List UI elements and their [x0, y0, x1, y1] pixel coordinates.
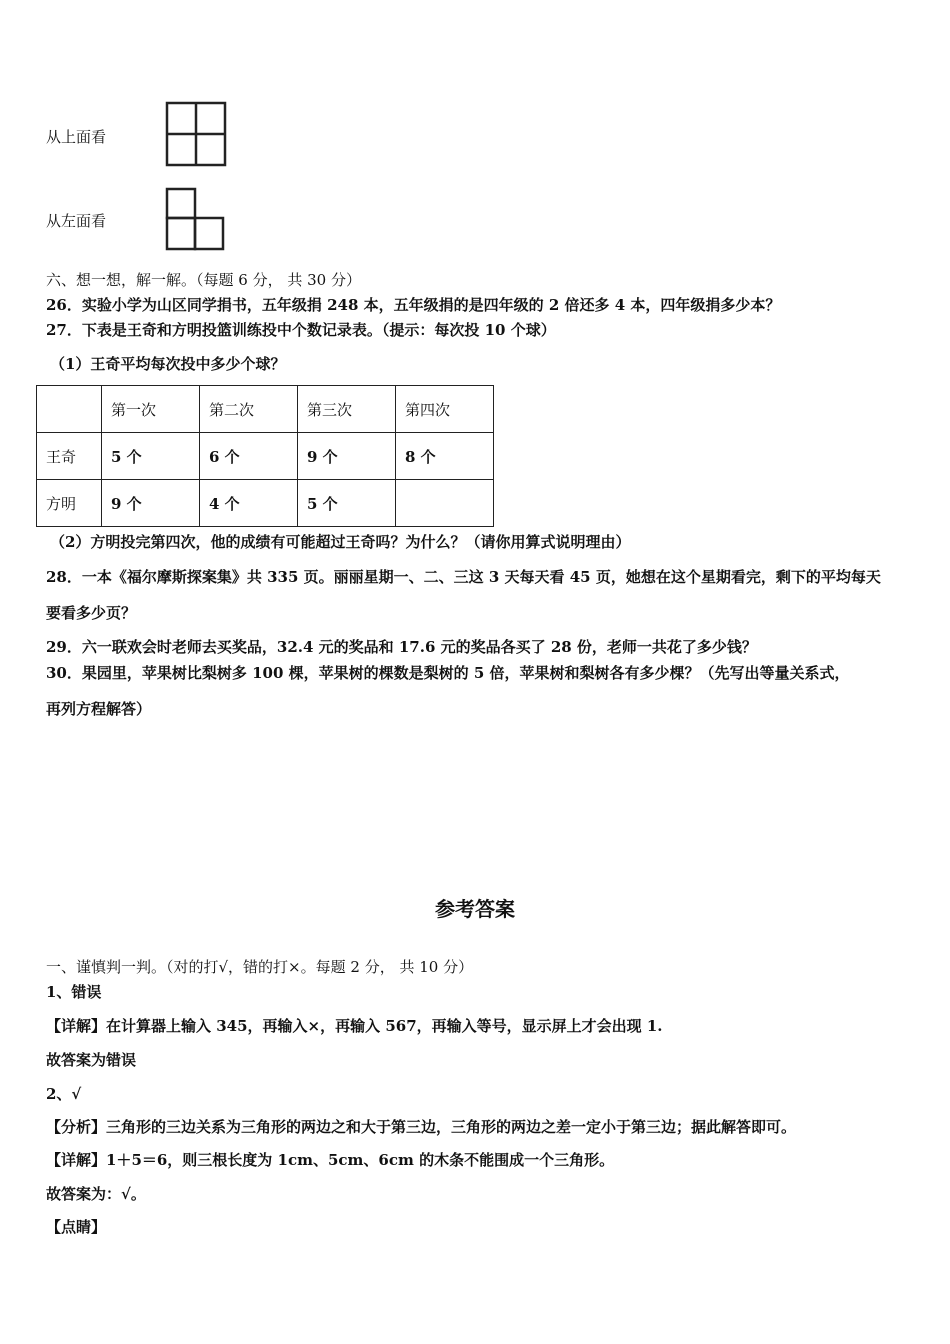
table-cell: 5 个 — [298, 480, 396, 527]
table-cell: 8 个 — [396, 433, 494, 480]
question-27-part1: （1）王奇平均每次投中多少个球？ — [50, 355, 286, 373]
question-28-line1: 28．一本《福尔摩斯探案集》共 335 页。丽丽星期一、二、三这 3 天每天看 45 页，她想在这个星期看完，剩下的平均每天 — [46, 568, 881, 586]
answer-1-conclusion: 故答案为错误 — [46, 1051, 137, 1069]
table-cell: 9 个 — [298, 433, 396, 480]
table-row-label: 方明 — [37, 480, 102, 527]
table-row-label: 王奇 — [37, 433, 102, 480]
question-28-line2: 要看多少页？ — [46, 604, 137, 622]
left-view-figure — [164, 186, 226, 252]
answer-2-comment: 【点睛】 — [46, 1218, 107, 1236]
answer-1: 1、错误 — [46, 983, 102, 1001]
answer-1-detail: 【详解】在计算器上输入 345，再输入×，再输入 567，再输入等号，显示屏上才会出现 1. — [46, 1017, 663, 1035]
answer-2-detail: 【详解】1＋5＝6，则三根长度为 1cm、5cm、6cm 的木条不能围成一个三角形。 — [46, 1151, 615, 1169]
table-cell — [396, 480, 494, 527]
answer-2-analysis: 【分析】三角形的三边关系为三角形的两边之和大于第三边，三角形的两边之差一定小于第三边；据此解答即可。 — [46, 1118, 797, 1136]
table-cell: 4 个 — [200, 480, 298, 527]
answer-2-conclusion: 故答案为：√。 — [46, 1185, 146, 1203]
top-view-label: 从上面看 — [46, 128, 107, 146]
top-view-figure — [164, 100, 228, 168]
table-cell: 9 个 — [102, 480, 200, 527]
answers-section1-header: 一、谨慎判一判。（对的打√，错的打×。每题 2 分， 共 10 分） — [46, 958, 474, 976]
shooting-record-table — [36, 385, 494, 527]
left-view-label: 从左面看 — [46, 212, 107, 230]
table-row — [37, 480, 494, 527]
question-29: 29．六一联欢会时老师去买奖品，32.4 元的奖品和 17.6 元的奖品各买了 28 份，老师一共花了多少钱？ — [46, 638, 757, 656]
table-header-cell: 第二次 — [200, 386, 298, 433]
table-header-cell — [37, 386, 102, 433]
table-header-cell: 第一次 — [102, 386, 200, 433]
table-cell: 6 个 — [200, 433, 298, 480]
answers-title: 参考答案 — [435, 897, 515, 921]
question-26: 26．实验小学为山区同学捐书，五年级捐 248 本，五年级捐的是四年级的 2 倍还多 4 本，四年级捐多少本？ — [46, 296, 781, 314]
table-header-row — [37, 386, 494, 433]
table-header-cell: 第三次 — [298, 386, 396, 433]
table-header-cell: 第四次 — [396, 386, 494, 433]
answer-2: 2、√ — [46, 1085, 82, 1103]
question-27-part2: （2）方明投完第四次，他的成绩有可能超过王奇吗？为什么？（请你用算式说明理由） — [50, 533, 631, 551]
section6-header: 六、想一想，解一解。（每题 6 分， 共 30 分） — [46, 271, 361, 289]
table-cell: 5 个 — [102, 433, 200, 480]
question-27: 27．下表是王奇和方明投篮训练投中个数记录表。（提示：每次投 10 个球） — [46, 321, 556, 339]
question-30-line1: 30．果园里，苹果树比梨树多 100 棵，苹果树的棵数是梨树的 5 倍，苹果树和梨树各有多少棵？（先写出等量关系式， — [46, 664, 850, 682]
table-row — [37, 433, 494, 480]
question-30-line2: 再列方程解答） — [46, 700, 152, 718]
